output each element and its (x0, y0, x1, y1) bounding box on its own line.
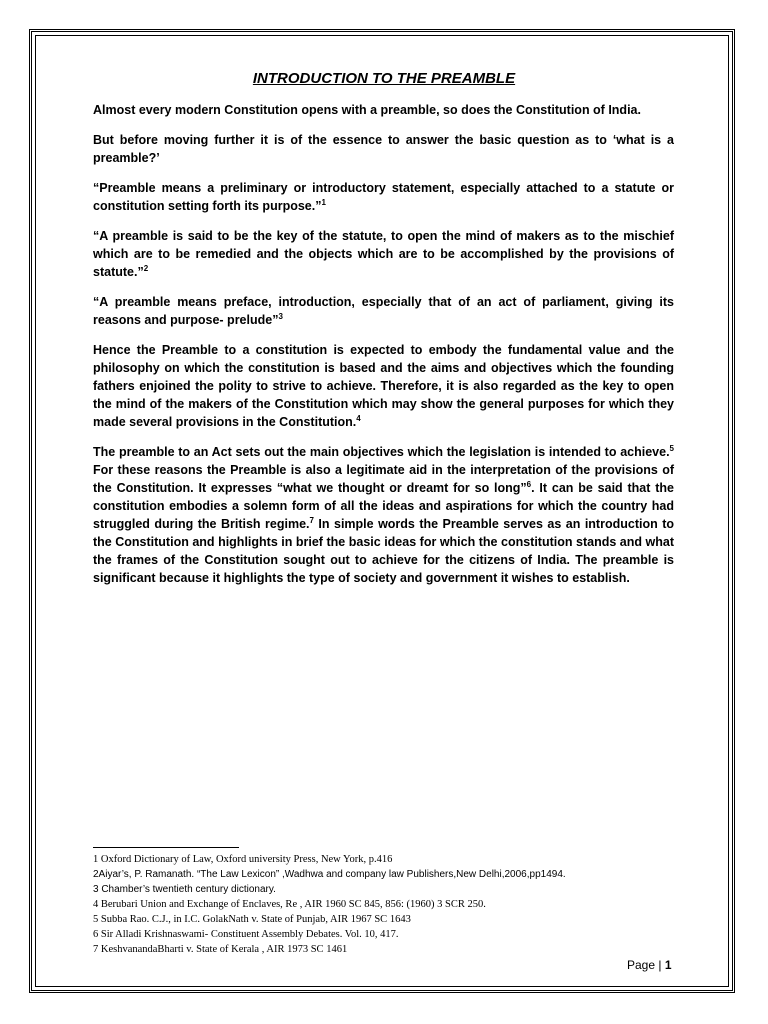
footnote-ref-6: 6 (526, 479, 532, 489)
paragraph-2 (93, 131, 674, 167)
paragraph-5 (93, 293, 674, 329)
footnote-ref-1: 1 (321, 197, 326, 207)
paragraph-3-text: “Preamble means a preliminary or introductory statement, especially attached to a statute or constitution setting forth its purpose.” (93, 181, 674, 213)
footnote-ref-5: 5 (669, 443, 674, 453)
paragraph-7 (93, 443, 674, 587)
footnote-3: 3 Chamber’s twentieth century dictionary. (93, 884, 276, 895)
footnote-5: 5 Subba Rao. C.J., in I.C. GolakNath v. State of Punjab, AIR 1967 SC 1643 (93, 914, 411, 925)
page-title: INTRODUCTION TO THE PREAMBLE (252, 70, 516, 87)
document-body (93, 101, 674, 599)
page-number-value: 1 (664, 958, 672, 972)
footnote-ref-4: 4 (356, 413, 361, 423)
footnote-6: 6 Sir Alladi Krishnaswami- Constituent Assembly Debates. Vol. 10, 417. (93, 929, 399, 940)
footnote-1: 1 Oxford Dictionary of Law, Oxford university Press, New York, p.416 (93, 854, 393, 865)
footnote-ref-7: 7 (309, 515, 314, 525)
footnote-ref-3: 3 (278, 311, 283, 321)
footnotes (93, 852, 693, 957)
paragraph-3 (93, 179, 674, 215)
footnote-7: 7 KeshvanandaBharti v. State of Kerala , AIR 1973 SC 1461 (93, 944, 348, 955)
paragraph-7-text-a: The preamble to an Act sets out the main objectives which the legislation is intended to achieve. (93, 445, 670, 459)
paragraph-2-text: But before moving further it is of the essence to answer the basic question as to ‘what is a preamble?’ (93, 133, 674, 165)
paragraph-4 (93, 227, 674, 281)
page-number (627, 958, 672, 972)
paragraph-5-text: “A preamble means preface, introduction, especially that of an act of parliament, giving its reasons and purpose- prelude” (93, 295, 674, 327)
paragraph-7-text-b: For these reasons the Preamble is also a legitimate aid in the interpretation of the provisions of the Constitution. It expresses “what we thought or dreamt for so long” (93, 463, 674, 495)
paragraph-1-text: Almost every modern Constitution opens with a preamble, so does the Constitution of India. (93, 103, 641, 117)
paragraph-6 (93, 341, 674, 431)
paragraph-1 (93, 101, 674, 119)
footnote-separator (93, 847, 239, 848)
page-number-label: Page | (627, 958, 665, 972)
paragraph-6-text: Hence the Preamble to a constitution is expected to embody the fundamental value and the philosophy on which the constitution is based and the aims and objectives which the founding fathers enjoined the polity to strive to achieve. Therefore, it is also regarded as the key to open the mind of the makers of the Constitution which may show the general purposes for which they made several provisions in the Constitution. (93, 343, 674, 429)
paragraph-7-text-d: In simple words the Preamble serves as an introduction to the Constitution and highlights in brief the basic ideas for which the constitution stands and what the frames of the Constitution sought out to achieve for the citizens of India. The preamble is significant because it highlights the type of society and government it wishes to establish. (93, 517, 674, 585)
paragraph-7-text-c: . It can be said that the constitution embodies a solemn form of all the ideas and aspirations for which the country had struggled during the British regime. (93, 481, 674, 531)
footnote-2: 2Aiyar’s, P. Ramanath. “The Law Lexicon” ,Wadhwa and company law Publishers,New Delhi,2006,pp1494. (93, 869, 566, 880)
footnote-ref-2: 2 (143, 263, 149, 273)
footnote-4: 4 Berubari Union and Exchange of Enclaves, Re , AIR 1960 SC 845, 856: (1960) 3 SCR 250. (93, 899, 486, 910)
paragraph-4-text: “A preamble is said to be the key of the statute, to open the mind of makers as to the mischief which are to be remedied and the objects which are to be accomplished by the provisions of statute.” (93, 229, 674, 279)
